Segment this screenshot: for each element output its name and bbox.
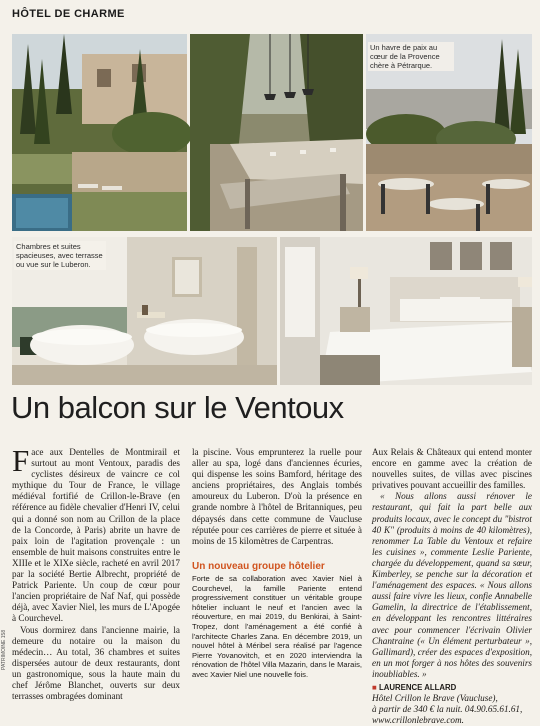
bedroom-photo <box>280 237 532 385</box>
article-column-2 <box>192 447 362 709</box>
paragraph-1-text: ace aux Dentelles de Montmirail et surtout au mont Ventoux, paradis des cyclistes désireux de vaincre ce col mythique du Tour de France, le village médiéval fortifié de Crillon-le-Brave (en référence au fidèle chevalier d'Henri IV, celui qui a donné son nom au Crillon de la place de la Concorde, à Paris) abrite un havre de paix loin de l'agitation provençale : un ensemble de huit maisons construites entre le XIIIe et le XIXe siècle, racheté en avril 2017 par la société Bertie Albrecht, propriété de Patrick Pariente. Un coup de cœur pour l'ancien propriétaire de Naf Naf, qui possède déjà, avec Xavier Niel, les murs de L'Apogée à Courchevel. <box>12 447 180 624</box>
signature-block <box>372 682 532 726</box>
headline: Un balcon sur le Ventoux <box>11 390 344 425</box>
page-folio: PATRIMOINE 158 <box>1 629 7 670</box>
paragraph-4: Aux Relais & Châteaux qui entend monter encore en gamme avec la création de nouvelles suites, de villas avec piscines privatives pouvant accueillir des familles. <box>372 447 532 491</box>
restaurant-terrace-photo <box>366 34 532 231</box>
author-name: LAURENCE ALLARD <box>379 682 457 692</box>
hotel-name: Hôtel Crillon le Brave (Vaucluse), <box>372 693 498 704</box>
sidebar-box <box>192 561 362 680</box>
dropcap: F <box>12 443 30 478</box>
paragraph-1 <box>12 443 180 625</box>
paragraph-2: Vous dormirez dans l'ancienne mairie, la demeure du notaire ou la maison du médecin… Au total, 36 chambres et suites dispersées autour de deux restaurants, dont un gastronomique, sous la haute main du chef Jérôme Blanchet, ouverts sur deux terrasses ombragées dominant <box>12 624 180 702</box>
caption-provence: Un havre de paix au cœur de la Provence chère à Pétrarque. <box>368 42 454 71</box>
box-title: Un nouveau groupe hôtelier <box>192 560 325 572</box>
paragraph-3: la piscine. Vous emprunterez la ruelle pour aller au spa, logé dans d'anciennes écuries, qui dispense les soins Bamford, héritage des anciens propriétaires, des Anglais tombés amoureux du Luberon. D'où la présence en grande nombre à l'hôtel de Britanniques, peu dépaysés dans cette commune de Vaucluse réputée pour ces carrières de pierre et située à moins de 15 kilomètres de Carpentras. <box>192 447 362 546</box>
caption-rooms: Chambres et suites spacieuses, avec terrasse ou vue sur le Luberon. <box>14 241 106 270</box>
signature-marker: ■ <box>372 682 377 692</box>
article-column-3 <box>372 447 532 726</box>
terrace-table-photo <box>190 34 363 231</box>
hotel-website-link[interactable]: www.crillonlebrave.com. <box>372 715 464 726</box>
section-label: HÔTEL DE CHARME <box>12 8 125 20</box>
article-column-1 <box>12 443 180 709</box>
garden-pool-photo <box>12 34 187 231</box>
box-text: Forte de sa collaboration avec Xavier Niel à Courchevel, la famille Pariente entend progressivement constituer un véritable groupe hôtelier incluant le neuf et l'ancien avec la réouverture, en mai 2019, du Benkirai, à Saint-Tropez, dont l'aménagement a été confié à l'architecte Charles Zana. En décembre 2019, un nouvel hôtel à Méribel sera réalisé par l'agence Pierre Yovanovitch, et en 2020 interviendra la rénovation de l'hôtel Villa Mazarin, dans le Marais, avec Xavier Niel une nouvelle fois. <box>192 573 362 679</box>
hotel-price-phone: à partir de 340 € la nuit. 04.90.65.61.61, <box>372 704 523 715</box>
bathroom-photo <box>12 237 277 385</box>
paragraph-5: « Nous allons aussi rénover le restaurant, qui fait la part belle aux produits locaux, avec le concept du "bistrot 40 K" (produits à moins de 40 kilomètres), renommer La Table du Ventoux et refaire les cuisines », commente Leslie Pariente, chargée du développement, quand sa sœur, Kimberley, se penche sur la décoration et l'aménagement des espaces. « Nous allons aussi faire vivre les lieux, confie Annabelle Gamelin, la directrice de l'établissement, en développant les rencontres littéraires avec pour commencer l'écrivain Olivier Chantraine (« Un élément perturbateur », Gallimard), créer des espaces d'exposition, en un mot forger à nos hôtes des souvenirs inoubliables. » <box>372 491 532 679</box>
